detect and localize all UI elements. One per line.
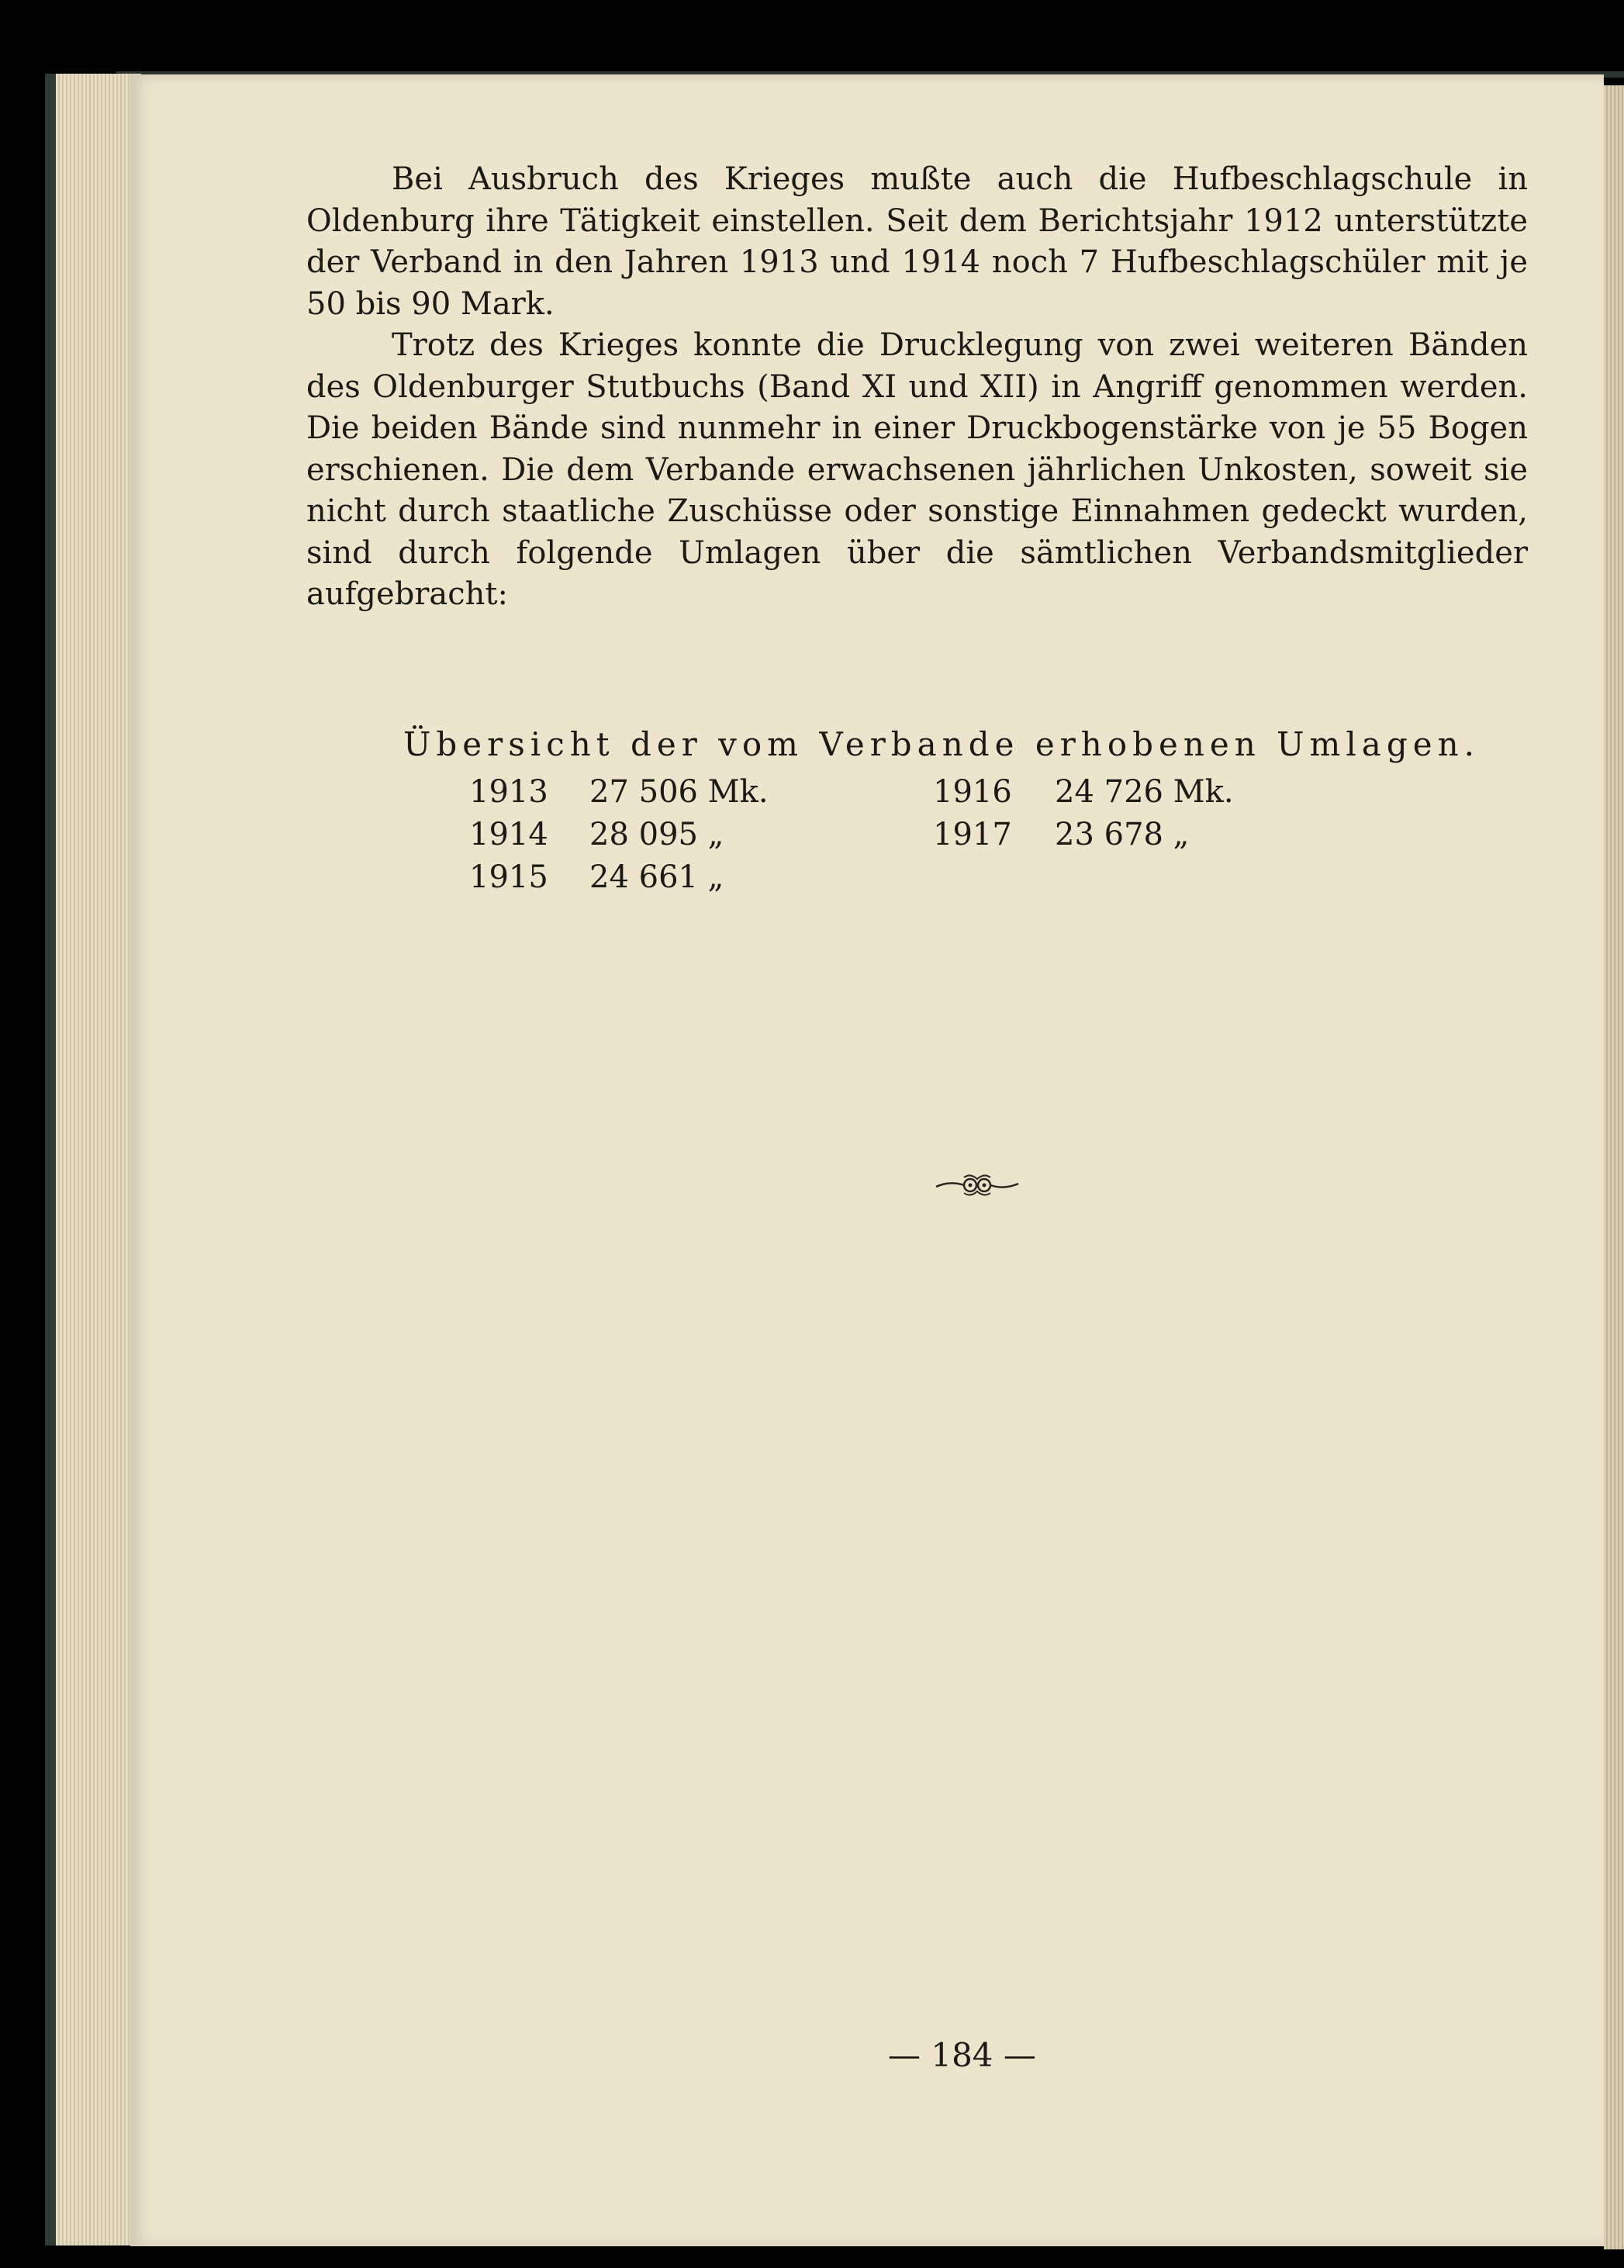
year-cell: 1916 — [933, 774, 1012, 810]
year-cell: 1915 — [469, 859, 548, 895]
year-cell: 1914 — [469, 817, 548, 852]
page-number: — 184 — — [888, 2036, 1036, 2074]
table-title: Übersicht der vom Verbande erhobenen Umlagen. — [403, 725, 1480, 763]
amount-cell: 27 506 Mk. — [589, 774, 769, 810]
amount-cell: 24 726 Mk. — [1055, 774, 1234, 810]
year-cell: 1913 — [469, 774, 548, 810]
table-row — [469, 774, 1400, 817]
table-row — [469, 817, 1400, 859]
amount-cell: 24 661 „ — [589, 859, 724, 895]
floral-ornament-icon — [935, 1170, 1020, 1201]
year-cell: 1917 — [933, 817, 1012, 852]
paragraph-stutbuch: Trotz des Krieges konnte die Drucklegung von zwei weiteren Bänden des Oldenburger Stutbuchs (Band XI und XII) in Angriff genommen werden. Die beiden Bände sind nunmehr in einer Druckbogenstärke von je 55 Bogen erschienen. Die dem Verbande erwachsenen jährlichen Unkosten, soweit sie nicht durch staatliche Zuschüsse oder sonstige Einnahmen gedeckt wurden, sind durch folgende Umlagen über die sämtlichen Verbandsmitglieder aufgebracht: — [306, 327, 1528, 612]
paragraph-hufbeschlagschule: Bei Ausbruch des Krieges mußte auch die Hufbeschlagschule in Oldenburg ihre Tätigkeit einstellen. Seit dem Berichtsjahr 1912 unterstützte der Verband in den Jahren 1913 und 1914 noch 7 Hufbeschlagschüler mit je 50 bis 90 Mark. — [306, 161, 1528, 322]
amount-cell: 23 678 „ — [1055, 817, 1190, 852]
book-page-edges-right — [1604, 85, 1624, 2249]
body-text — [306, 159, 1528, 616]
table-row — [469, 859, 1400, 902]
book-page-edges-left — [45, 74, 141, 2246]
levy-table — [469, 774, 1400, 902]
amount-cell: 28 095 „ — [589, 817, 724, 852]
